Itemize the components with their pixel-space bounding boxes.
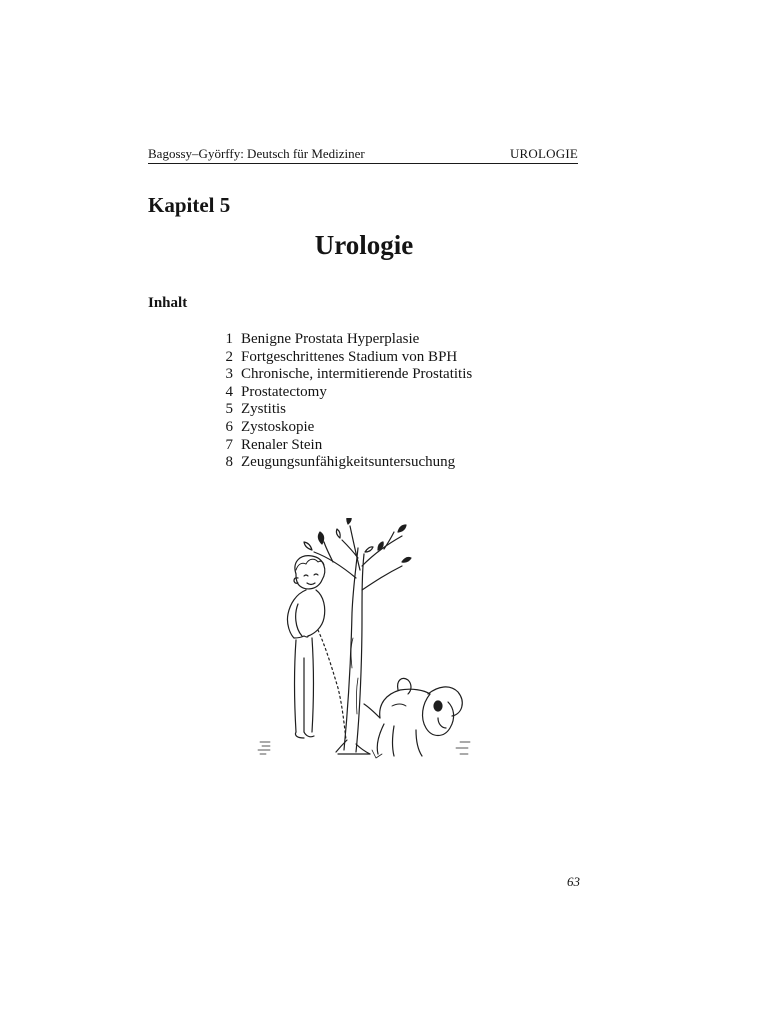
contents-item-number: 8 bbox=[225, 454, 233, 471]
contents-item-text: Zystitis bbox=[241, 401, 287, 418]
boy-drawing bbox=[287, 556, 346, 740]
contents-item-text: Renaler Stein bbox=[241, 436, 323, 453]
dog-drawing bbox=[364, 678, 462, 756]
contents-item bbox=[218, 419, 472, 437]
contents-item-number: 4 bbox=[225, 383, 233, 400]
contents-item-number: 3 bbox=[225, 366, 233, 383]
contents-item bbox=[218, 454, 472, 472]
chapter-label: Kapitel 5 bbox=[148, 193, 231, 217]
page-number: 63 bbox=[567, 874, 580, 889]
contents-item-number: 5 bbox=[225, 401, 233, 418]
contents-item-number: 1 bbox=[225, 331, 233, 347]
contents-item-text: Zystoskopie bbox=[241, 418, 315, 435]
contents-item bbox=[218, 401, 472, 419]
contents-item bbox=[218, 366, 472, 384]
contents-item-text: Chronische, intermitierende Prostatitis bbox=[241, 366, 473, 383]
contents-heading: Inhalt bbox=[148, 295, 188, 311]
boy-dog-tree-illustration bbox=[252, 518, 476, 768]
running-header bbox=[148, 145, 578, 164]
contents-item-text: Prostatectomy bbox=[241, 383, 327, 400]
contents-item bbox=[218, 437, 472, 455]
chapter-title: Urologie bbox=[314, 230, 414, 260]
contents-item-number: 2 bbox=[225, 348, 233, 365]
contents-item-number: 7 bbox=[225, 436, 233, 453]
contents-item-number: 6 bbox=[225, 418, 233, 435]
contents-item-text: Benigne Prostata Hyperplasie bbox=[241, 331, 420, 347]
running-header-section: UROLOGIE bbox=[509, 146, 578, 161]
contents-item bbox=[218, 331, 472, 349]
contents-item bbox=[218, 349, 472, 367]
contents-item-text: Fortgeschrittenes Stadium von BPH bbox=[241, 348, 458, 365]
contents-item-text: Zeugungsunfähigkeitsuntersuchung bbox=[241, 454, 456, 471]
contents-list bbox=[218, 331, 472, 472]
contents-item bbox=[218, 384, 472, 402]
running-header-title: Bagossy–Györffy: Deutsch für Mediziner bbox=[148, 146, 365, 161]
